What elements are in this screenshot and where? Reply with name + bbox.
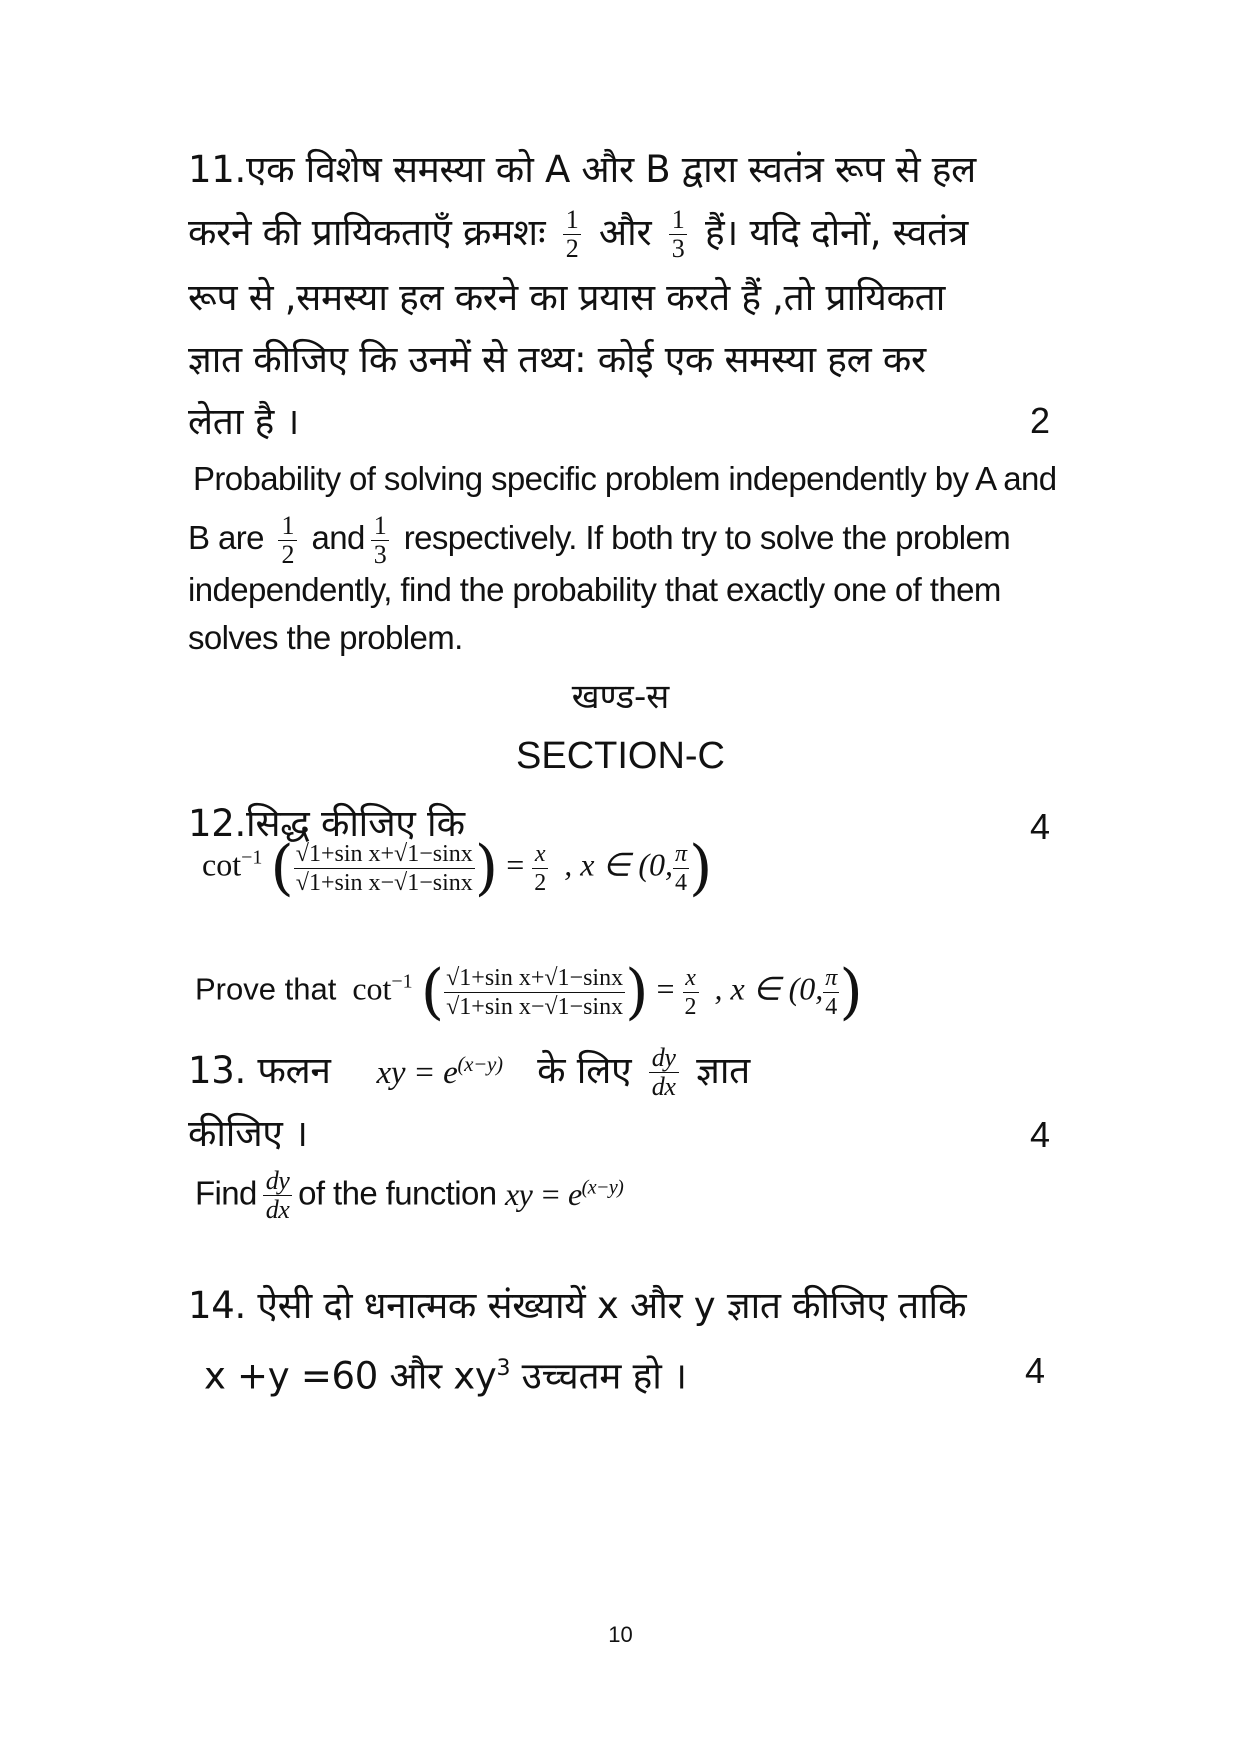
q11-english-line-4: solves the problem. [188, 619, 463, 656]
q11-hindi-line-1: 11.एक विशेष समस्या को A और B द्वारा स्वतंत्र रूप से हल [188, 148, 976, 191]
fraction-third-en: $\frac{1}{3}$ [371, 512, 389, 569]
dy-dx-fraction-en: $\frac{dy}{dx}$ [263, 1167, 292, 1224]
q13-hindi-line-2: कीजिए । [188, 1112, 308, 1155]
q13-english: Find $\frac{dy}{dx}$ of the function xy = $e^{(x-y)}$ [195, 1166, 624, 1225]
page-number: 10 [608, 1622, 633, 1647]
fraction-third: $\frac{1}{3}$ [669, 206, 688, 263]
q11-english-line-1: Probability of solving specific problem independently by A and [193, 460, 1057, 497]
q12-hindi: 12.सिद्ध कीजिए कि [188, 802, 465, 845]
q13-marks: 4 [1030, 1114, 1051, 1155]
q11-hindi-line-5: लेता है । [188, 400, 300, 443]
section-heading-english: SECTION-C [516, 735, 725, 777]
section-heading-hindi: खण्ड-स [571, 677, 670, 717]
q12-marks: 4 [1030, 806, 1051, 847]
q12-equation-english: Prove that $\cot^{-1}$ ( $\frac{\text{√1+sin x+√1−sinx}}{\text{√1+sin x−√1−sinx}}$ ) = $\frac{x}{2}$ , x ∈ (0, $\frac{\pi}{4}$ ) [195, 957, 863, 1027]
q14-marks: 4 [1025, 1350, 1046, 1391]
q14-hindi-line-2: x +y =60 और $xy^3$ उच्चतम हो । [204, 1354, 687, 1398]
fraction-half-en: $\frac{1}{2}$ [278, 512, 296, 569]
q11-english-line-3: independently, find the probability that exactly one of them [188, 571, 1001, 608]
q11-marks: 2 [1030, 400, 1051, 441]
dy-dx-fraction: $\frac{dy}{dx}$ [649, 1044, 679, 1101]
fraction-half: $\frac{1}{2}$ [563, 206, 582, 263]
q11-hindi-line-4: ज्ञात कीजिए कि उनमें से तथ्य: कोई एक समस्या हल कर [188, 338, 926, 381]
q11-hindi-line-2: करने की प्रायिकताएँ क्रमशः $\frac{1}{2}$ और $\frac{1}{3}$ हैं। यदि दोनों, स्वतंत्र [188, 205, 968, 263]
q11-english-line-2: B are $\frac{1}{2}$ and $\frac{1}{3}$ respectively. If both try to solve the problem [188, 511, 1011, 569]
q11-hindi-line-3: रूप से ,समस्या हल करने का प्रयास करते हैं ,तो प्रायिकता [188, 276, 946, 319]
q12-equation-hindi: $\cot^{-1}$ ( $\frac{\text{√1+sin x+√1−sinx}}{\text{√1+sin x−√1−sinx}}$ ) = $\frac{x}{2}$ , x ∈ (0, $\frac{\pi}{4}$ ) [202, 833, 713, 903]
q13-hindi-line-1: 13. फलन xy = $e^{(x-y)}$ के लिए $\frac{dy}{dx}$ ज्ञात [188, 1043, 750, 1101]
q14-hindi-line-1: 14. ऐसी दो धनात्मक संख्यायें x और y ज्ञात कीजिए ताकि [188, 1284, 967, 1327]
